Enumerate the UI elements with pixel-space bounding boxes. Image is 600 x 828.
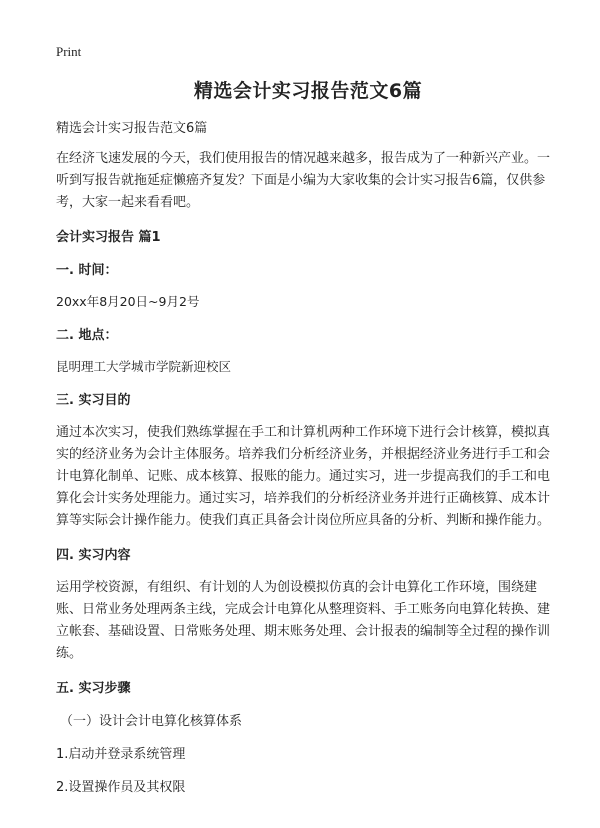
step-item: 2.设置操作员及其权限 (56, 780, 186, 795)
document-subtitle: 精选会计实习报告范文6篇 (56, 121, 208, 136)
section-time-content: 20xx年8月20日~9月2号 (56, 294, 200, 309)
section-time-heading: 一. 时间： (56, 263, 118, 278)
step-item: （一）设计会计电算化核算体系 (60, 714, 243, 729)
section-location-heading: 二. 地点： (56, 328, 118, 343)
section-content-heading: 四. 实习内容 (56, 548, 131, 563)
report-heading: 会计实习报告 篇1 (56, 230, 161, 245)
section-content-content: 运用学校资源，有组织、有计划的人为创设模拟仿真的会计电算化工作环境，围绕建账、日常业务处理两条主线，完成会计电算化从整理资料、手工账务向电算化转换、建立帐套、基础设置、日常账务处理、期末账务处理、会计报表的编制等全过程的操作训练。 (56, 580, 551, 661)
section-purpose-content: 通过本次实习，使我们熟练掌握在手工和计算机两种工作环境下进行会计核算，模拟真实的经济业务为会计主体服务。培养我们分析经济业务，并根据经济业务进行手工和会计电算化制单、记账、成本核算、报账的能力。通过实习，进一步提高我们的手工和电算化会计实务处理能力。通过实习，培养我们的分析经济业务并进行正确核算、成本计算等实际会计操作能力。使我们真正具备会计岗位所应具备的分析、判断和操作能力。 (56, 425, 551, 528)
section-location-content: 昆明理工大学城市学院新迎校区 (56, 359, 232, 374)
step-item: 1.启动并登录系统管理 (56, 747, 186, 762)
document-title: 精选会计实习报告范文6篇 (193, 80, 423, 102)
print-link[interactable]: Print (56, 44, 82, 59)
section-purpose-heading: 三. 实习目的 (56, 393, 131, 408)
intro-paragraph: 在经济飞速发展的今天，我们使用报告的情况越来越多，报告成为了一种新兴产业。一听到写报告就拖延症懒癌齐复发？下面是小编为大家收集的会计实习报告6篇，仅供参考，大家一起来看看吧。 (56, 151, 551, 210)
section-steps-heading: 五. 实习步骤 (56, 681, 131, 696)
